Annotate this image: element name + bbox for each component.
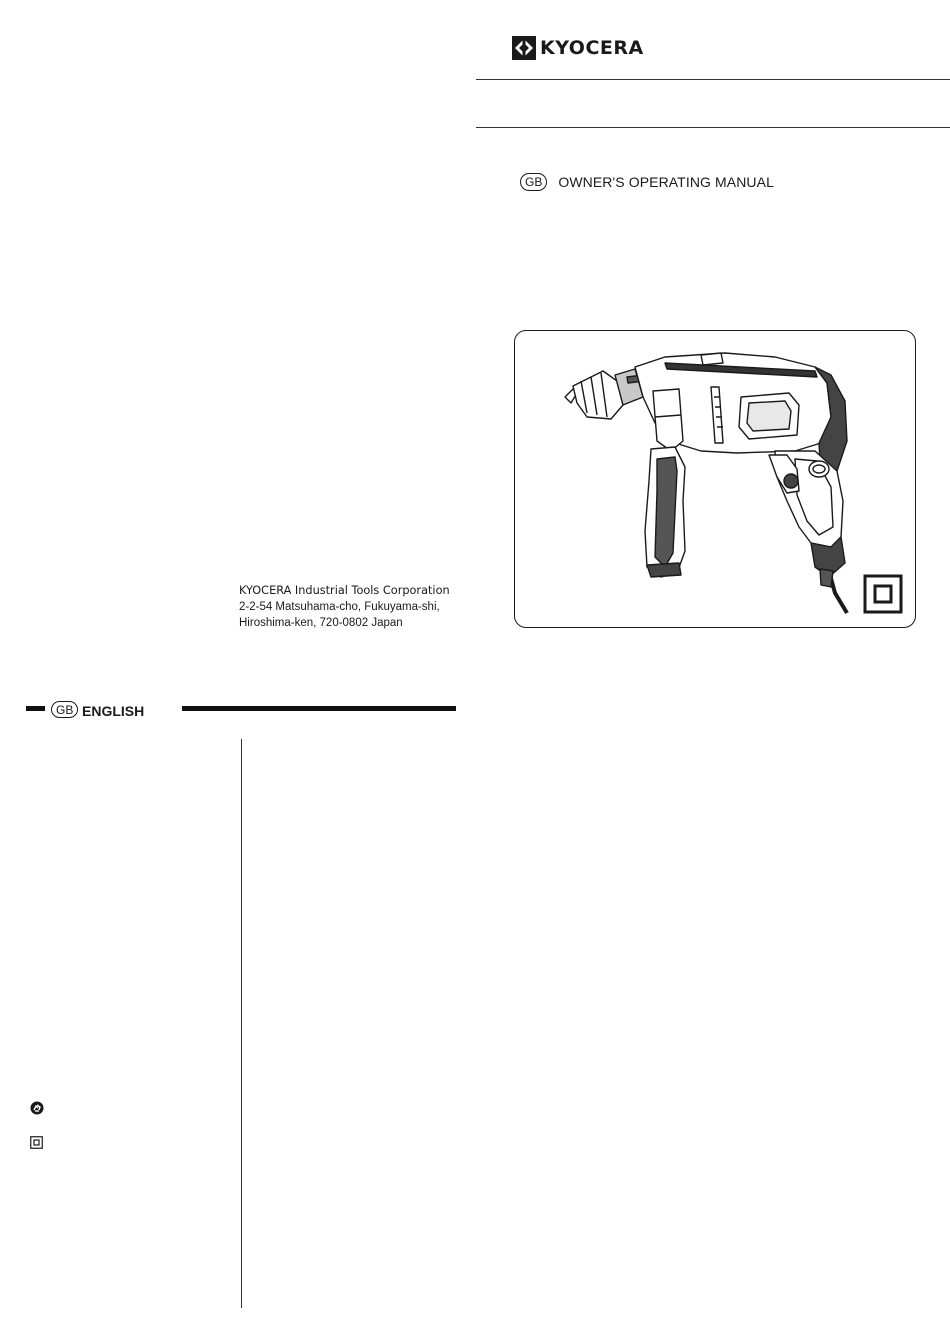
header-rule-top <box>476 79 950 80</box>
brand-name: KYOCERA <box>540 37 644 59</box>
company-address <box>239 583 450 631</box>
kyocera-logo <box>512 36 644 60</box>
double-insulation-small-icon <box>30 1136 43 1149</box>
impact-drill-illustration <box>515 331 916 628</box>
address-line-2: Hiroshima-ken, 720-0802 Japan <box>239 617 403 629</box>
recycling-icon <box>30 1101 44 1115</box>
language-badge: GB <box>520 173 547 191</box>
header-rule-bottom <box>476 127 950 128</box>
address-line-1: 2-2-54 Matsuhama-cho, Fukuyama-shi, <box>239 601 440 613</box>
company-name: KYOCERA Industrial Tools Corporation <box>239 584 450 597</box>
section-bar-left <box>26 706 45 711</box>
column-divider <box>241 739 242 1308</box>
double-insulation-icon <box>863 574 903 614</box>
product-image-frame <box>514 330 916 628</box>
kyocera-logo-icon <box>512 36 536 60</box>
manual-title <box>520 173 774 191</box>
manual-title-text: OWNER'S OPERATING MANUAL <box>558 174 774 190</box>
section-language-label: ENGLISH <box>82 703 145 719</box>
language-section-header <box>26 701 456 721</box>
section-language-badge: GB <box>51 701 78 718</box>
section-bar-right <box>182 706 456 711</box>
